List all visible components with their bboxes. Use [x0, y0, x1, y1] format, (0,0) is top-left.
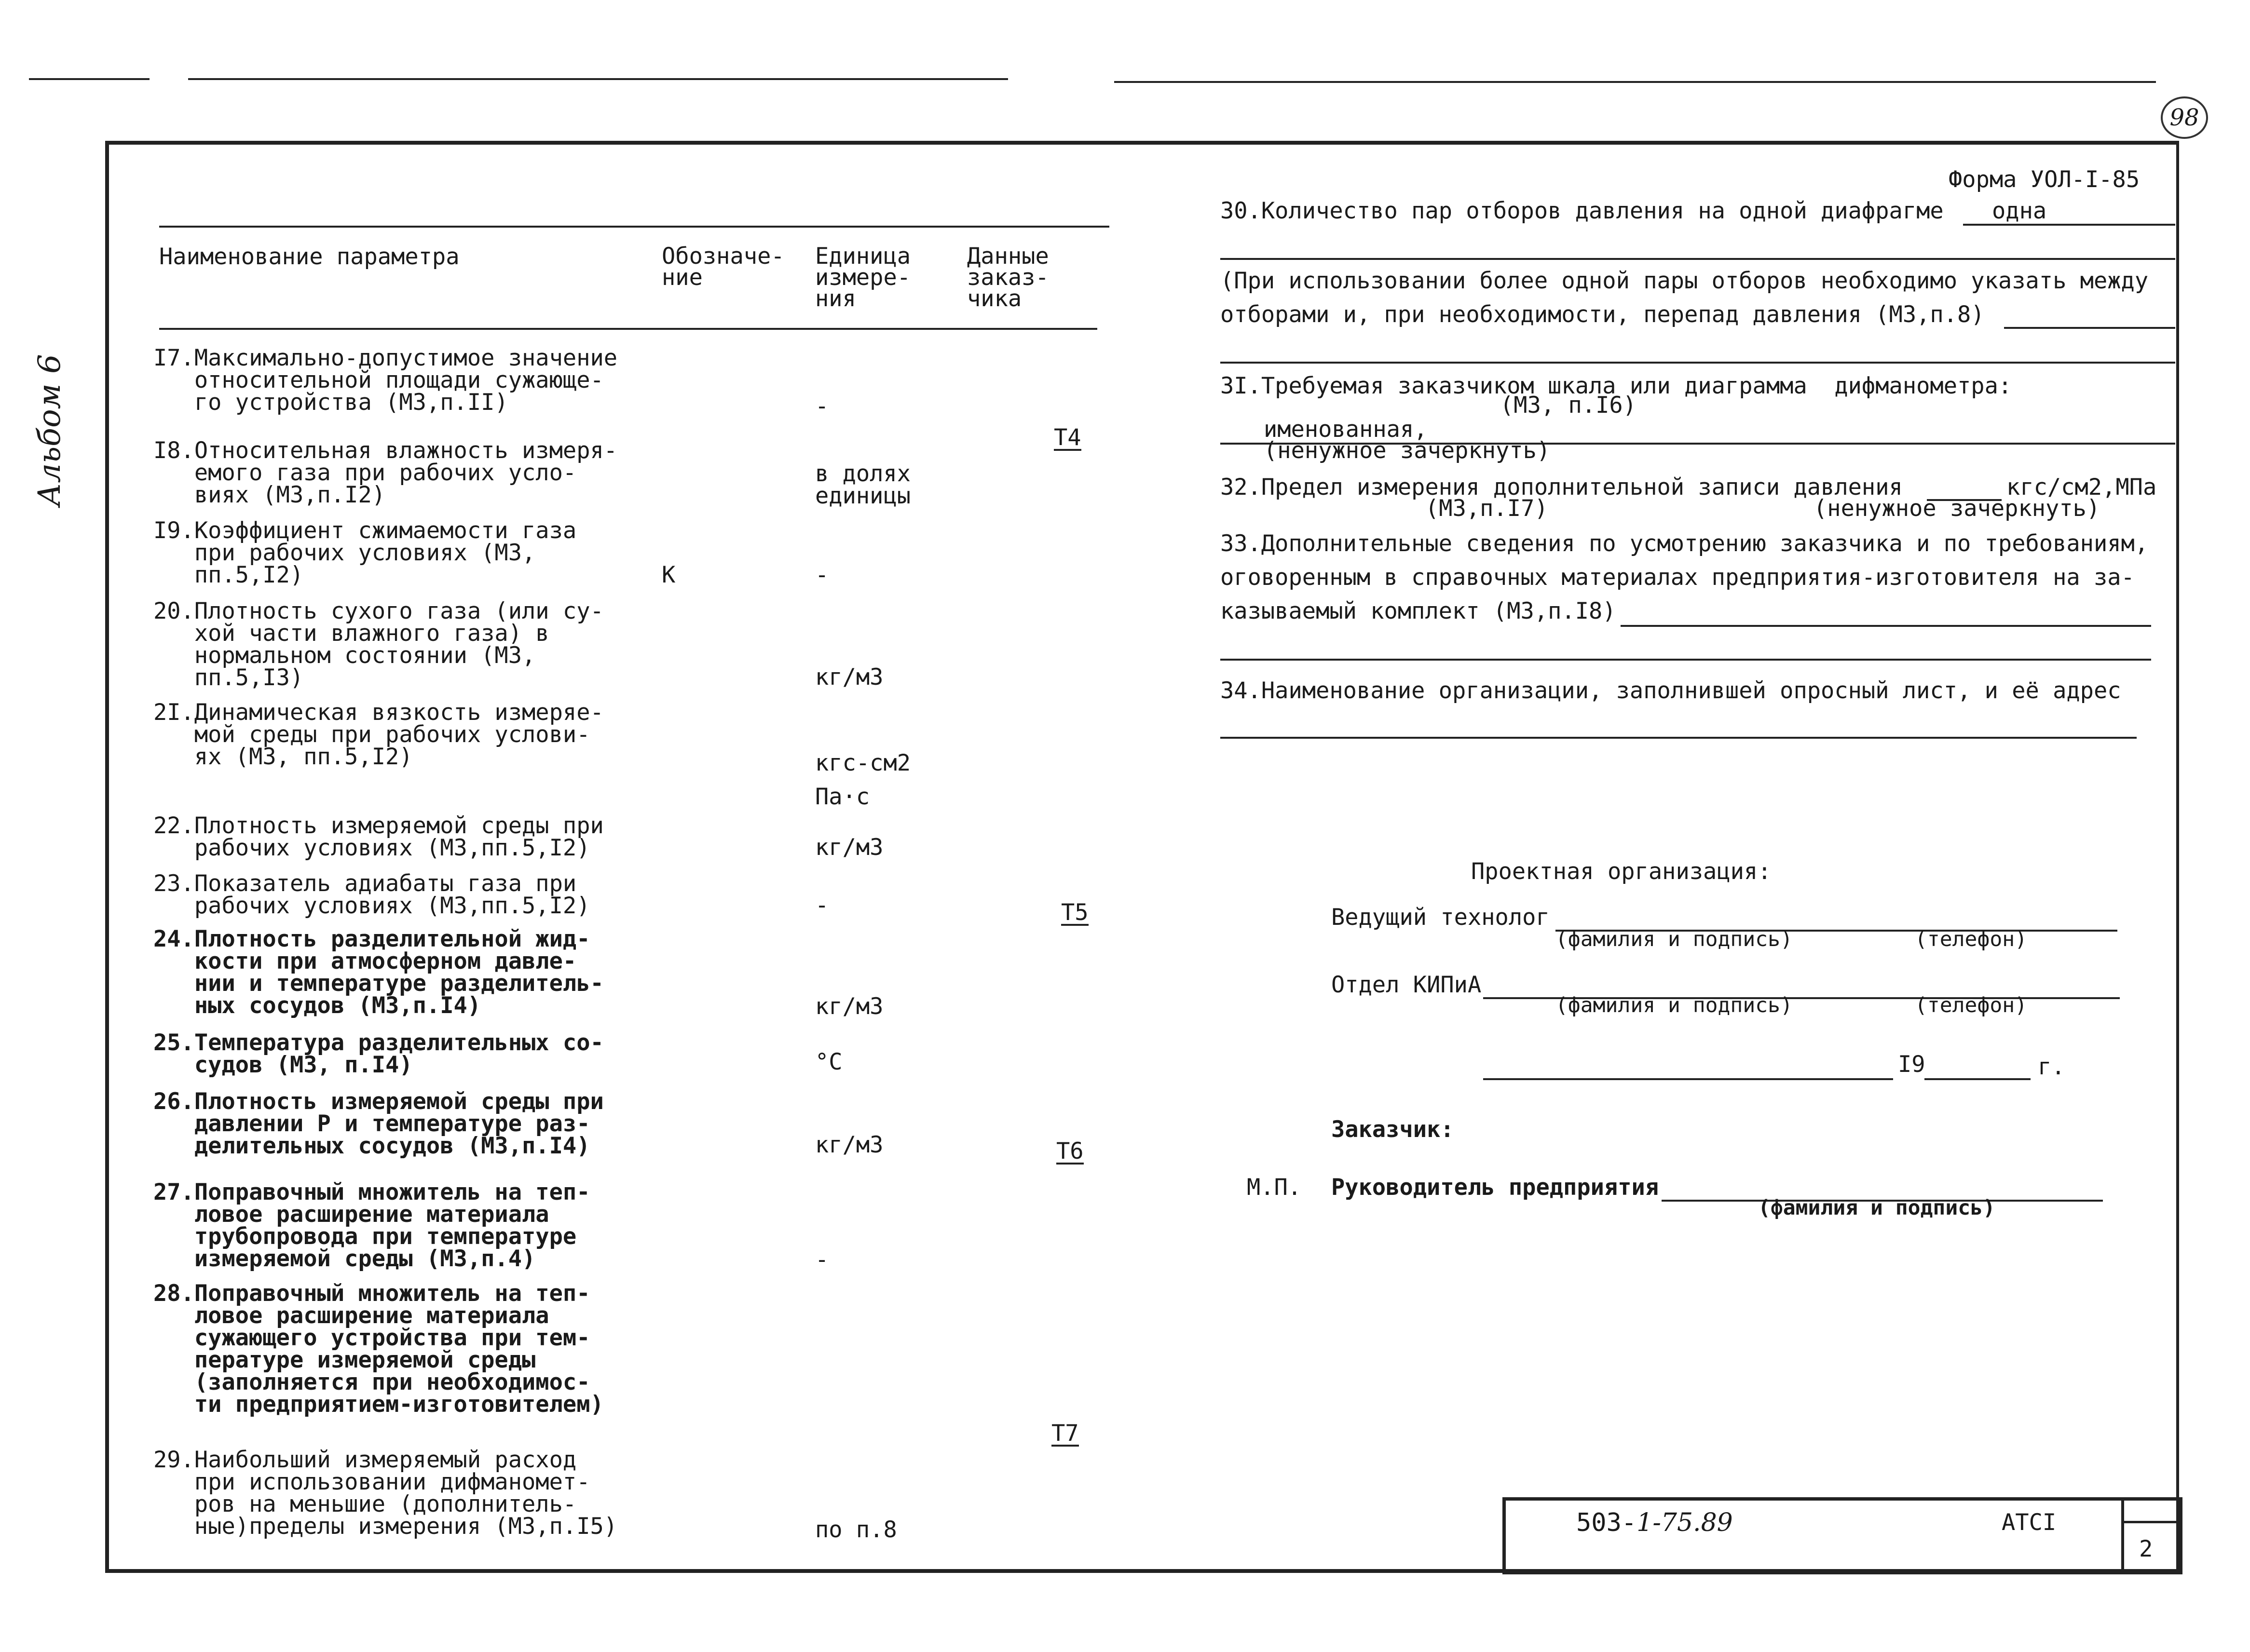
- param-text: Температура разделительных со- судов (М3, п.I4): [194, 1029, 604, 1078]
- head-sign-hint: (фамилия и подпись): [1758, 1196, 1995, 1220]
- q31-label: 3I.Требуемая заказчиком шкала или диаграмма дифманометра:: [1220, 373, 2012, 399]
- t-mark-6: Т6: [1056, 1138, 1084, 1165]
- param-row-22: [153, 812, 604, 861]
- q32-hint: (ненужное зачеркнуть): [1814, 495, 2100, 522]
- param-row-24: [153, 928, 604, 1017]
- lead-tech-phone-hint: (телефон): [1915, 927, 2027, 951]
- q33-answer-line: [1621, 625, 2151, 627]
- kipia-sign-hint: (фамилия и подпись): [1555, 993, 1793, 1017]
- param-number: 28.: [153, 1280, 194, 1307]
- table-top-rule: [159, 226, 1109, 228]
- q31-answer: именованная,: [1264, 416, 1428, 443]
- q34-rule: [1220, 737, 2137, 739]
- lead-tech-label: Ведущий технолог: [1331, 904, 1550, 931]
- col-data-header: Данные заказ- чика: [967, 243, 1049, 312]
- kipia-label: Отдел КИПиА: [1331, 972, 1482, 998]
- param-unit-24: кг/м3: [815, 993, 884, 1020]
- param-unit-17: -: [815, 393, 829, 420]
- page-number-circled: 98: [2161, 96, 2208, 139]
- param-row-27: [153, 1181, 590, 1270]
- param-number: I7.: [153, 345, 194, 371]
- customer-label: Заказчик:: [1331, 1116, 1454, 1143]
- param-row-19: [153, 517, 577, 588]
- project-org-label: Проектная организация:: [1471, 858, 1772, 885]
- param-text: Динамическая вязкость измеряе- мой среды при рабочих услови- ях (М3, пп.5,I2): [194, 699, 604, 770]
- q30-rule: [1220, 258, 2175, 260]
- top-rule-3: [1114, 81, 2156, 83]
- param-row-28: [153, 1280, 604, 1418]
- q33-line-3: казываемый комплект (М3,п.I8): [1220, 598, 1616, 624]
- param-text: Относительная влажность измеря- емого газа при рабочих усло- виях (М3,п.I2): [194, 437, 618, 508]
- col-unit-header: Единица измере- ния: [815, 243, 911, 312]
- q32-label: 32.Предел измерения дополнительной записи давления: [1220, 474, 1903, 501]
- param-text: Наибольший измеряемый расход при использовании дифманомет- ров на меньшие (дополнитель- ные)пределы измерения (М3,п.I5): [194, 1447, 618, 1540]
- param-number: I8.: [153, 437, 194, 464]
- year-prefix: I9: [1898, 1051, 1925, 1078]
- param-number: 23.: [153, 870, 194, 897]
- q34-label: 34.Наименование организации, заполнившей опросный лист, и её адрес: [1220, 677, 2121, 704]
- q32-ref: (М3,п.I7): [1425, 495, 1548, 522]
- param-symbol-19: К: [662, 562, 676, 588]
- param-unit-21: кгс-см2 Па·с: [815, 750, 911, 810]
- t-mark-5: Т5: [1061, 899, 1089, 926]
- param-text: Показатель адиабаты газа при рабочих условиях (М3,пп.5,I2): [194, 870, 590, 919]
- doc-series: АТСI: [2002, 1509, 2057, 1536]
- param-number: 25.: [153, 1029, 194, 1056]
- param-unit-19: -: [815, 562, 829, 588]
- head-label: Руководитель предприятия: [1331, 1174, 1659, 1201]
- param-row-20: [153, 600, 604, 689]
- sheet-number: 2: [2139, 1536, 2153, 1562]
- col-name-header: Наименование параметра: [159, 244, 460, 270]
- param-text: Плотность измеряемой среды при рабочих условиях (М3,пп.5,I2): [194, 812, 604, 861]
- param-unit-23: -: [815, 892, 829, 919]
- mp-label: М.П.: [1247, 1174, 1302, 1201]
- q30-label: 30.Количество пар отборов давления на одной диафрагме: [1220, 198, 1944, 224]
- param-number: 20.: [153, 598, 194, 624]
- param-unit-18: в долях единицы: [815, 460, 911, 509]
- top-rule-2: [188, 78, 1008, 80]
- param-number: 29.: [153, 1447, 194, 1473]
- param-unit-22: кг/м3: [815, 834, 884, 861]
- param-number: 2I.: [153, 699, 194, 726]
- q30-note-2: отборами и, при необходимости, перепад давления (М3,п.8): [1220, 301, 1985, 328]
- param-unit-20: кг/м3: [815, 664, 884, 691]
- param-number: 24.: [153, 926, 194, 952]
- doc-code-printed: 503-: [1576, 1508, 1637, 1537]
- param-unit-25: °C: [815, 1049, 843, 1075]
- param-row-25: [153, 1029, 604, 1078]
- t-mark-7: Т7: [1051, 1420, 1079, 1447]
- q30-note-line: [2004, 327, 2175, 329]
- q32-units: кгс/см2,МПа: [2006, 474, 2157, 501]
- kipia-phone-hint: (телефон): [1915, 993, 2027, 1017]
- q30-note-1: (При использовании более одной пары отборов необходимо указать между: [1220, 268, 2149, 294]
- param-text: Поправочный множитель на теп- ловое расширение материала сужающего устройства при тем- пературе измеряемой среды (заполняется при необходимос- ти предприятием-изготовителем): [194, 1280, 604, 1418]
- q31-hint: (ненужное зачеркнуть): [1264, 437, 1551, 464]
- param-number: I9.: [153, 517, 194, 544]
- year-suffix: г.: [2038, 1054, 2065, 1080]
- param-row-18: [153, 437, 618, 508]
- param-row-21: [153, 699, 604, 770]
- form-label: Форма УОЛ-I-85: [1949, 166, 2140, 193]
- year-line: [1924, 1078, 2031, 1080]
- param-row-23: [153, 870, 590, 919]
- param-row-29: [153, 1449, 617, 1538]
- param-unit-26: кг/м3: [815, 1132, 884, 1158]
- param-unit-27: -: [815, 1246, 829, 1273]
- param-text: Коэффициент сжимаемости газа при рабочих условиях (М3, пп.5,I2): [194, 517, 577, 588]
- param-row-17: [153, 347, 617, 414]
- param-unit-29: по п.8: [815, 1517, 897, 1543]
- top-rule-1: [29, 78, 150, 80]
- q33-line-1: 33.Дополнительные сведения по усмотрению заказчика и по требованиям,: [1220, 530, 2149, 557]
- q33-rule: [1220, 659, 2151, 661]
- lead-tech-sign-hint: (фамилия и подпись): [1555, 927, 1793, 951]
- param-row-26: [153, 1088, 604, 1159]
- param-text: Плотность измеряемой среды при давлении Р и температуре раз- делительных сосудов (М3,п.I4): [194, 1088, 604, 1159]
- param-text: Поправочный множитель на теп- ловое расширение материала трубопровода при температуре измеряемой среды (М3,п.4): [194, 1179, 590, 1272]
- t-mark-4: Т4: [1054, 424, 1081, 451]
- date-line: [1483, 1078, 1893, 1080]
- param-text: Плотность сухого газа (или су- хой части влажного газа) в нормальном состоянии (М3, пп.5,I3): [194, 598, 604, 691]
- param-number: 26.: [153, 1088, 194, 1115]
- doc-code: [1576, 1508, 1733, 1537]
- param-text: Плотность разделительной жид- кости при атмосферном давле- нии и температуре разделитель- ных сосудов (М3,п.I4): [194, 926, 604, 1019]
- table-header-rule: [159, 328, 1097, 330]
- side-label: Альбом 6: [32, 354, 68, 506]
- param-number: 22.: [153, 812, 194, 839]
- param-text: Максимально-допустимое значение относительной площади сужающе- го устройства (М3,п.II): [194, 345, 618, 416]
- q30-answer-line: [1963, 224, 2175, 226]
- param-number: 27.: [153, 1179, 194, 1205]
- q31-ref: (М3, п.I6): [1500, 392, 1636, 419]
- col-symbol-header: Обозначе- ние: [662, 243, 785, 291]
- q33-line-2: оговоренным в справочных материалах предприятия-изготовителя на за-: [1220, 564, 2135, 591]
- q30-answer: одна: [1992, 198, 2047, 224]
- q30-rule-2: [1220, 362, 2175, 364]
- doc-code-handwritten: 1-75.89: [1636, 1508, 1733, 1537]
